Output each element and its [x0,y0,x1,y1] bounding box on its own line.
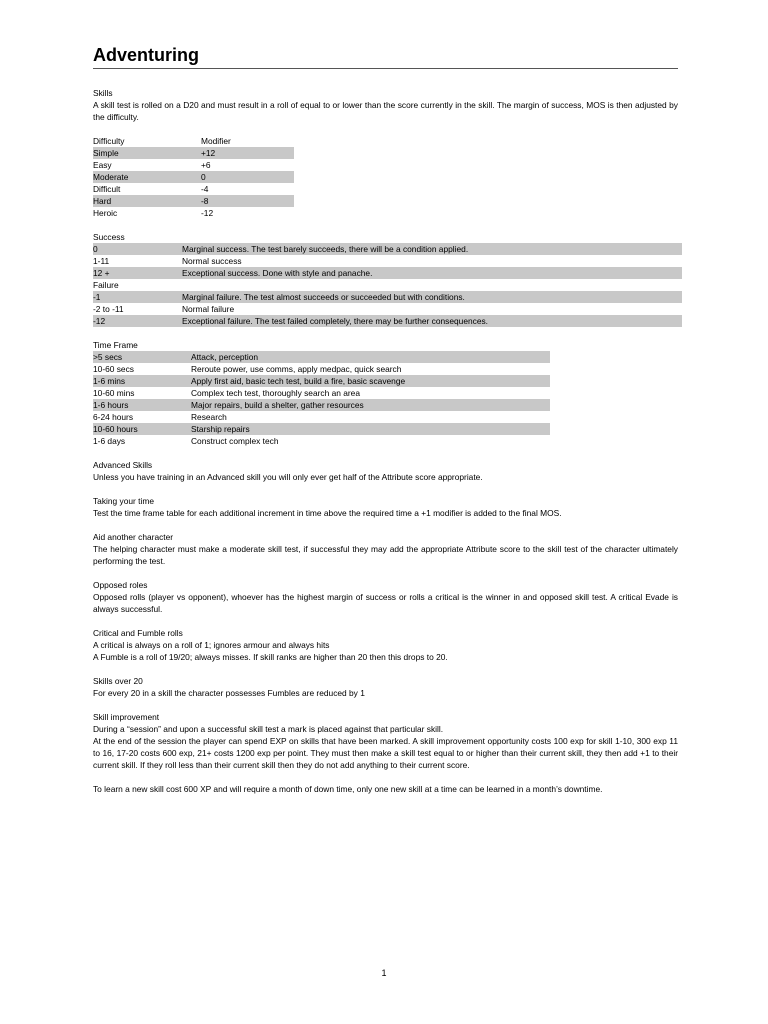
table-row [93,267,682,279]
duration-cell: 6-24 hours [93,412,134,422]
opposed-roles-heading: Opposed roles [93,580,148,590]
result-cell: 1-11 [93,256,110,266]
activity-cell: Research [191,412,227,422]
description-cell: Exceptional failure. The test failed completely, there may be further consequences. [182,315,682,327]
difficulty-cell: Moderate [93,171,201,183]
page-content [93,44,678,795]
difficulty-cell: Easy [93,160,112,170]
failure-table [93,291,682,327]
table-row [93,183,294,195]
difficulty-cell: Hard [93,195,201,207]
difficulty-table-header [93,135,294,147]
table-row [93,363,550,375]
taking-time-heading: Taking your time [93,496,154,506]
taking-time-text: Test the time frame table for each additional increment in time above the required time a +1 modifier is added to the final MOS. [93,508,562,518]
activity-cell: Construct complex tech [191,436,279,446]
table-row [93,291,682,303]
modifier-cell: -8 [201,195,294,207]
skill-improvement-intro: During a “session” and upon a successful skill test a mark is placed against that particular skill. [93,724,444,734]
skill-improvement-text: At the end of the session the player can spend EXP on skills that have been marked. A skill improvement opportunity costs 100 exp for skill 1-10, 300 exp 11 to 16, 17-20 costs 600 exp, 21+ costs 1200 exp per point. They must then make a skill test equal to or higher than their current skill, they then add +1 to their current skill. If they roll less than their current skill then they do not add anything to their current score. [93,736,678,770]
table-row [93,387,550,399]
difficulty-cell: Heroic [93,208,118,218]
duration-cell: 1-6 mins [93,375,191,387]
page-title: Adventuring [93,44,678,69]
modifier-cell: -12 [201,208,214,218]
skills-over-20-text: For every 20 in a skill the character possesses Fumbles are reduced by 1 [93,688,365,698]
time-frame-table [93,351,550,447]
skill-improvement-heading: Skill improvement [93,712,160,722]
skills-heading: Skills [93,88,113,98]
result-cell: -12 [93,315,182,327]
modifier-cell: +6 [201,160,211,170]
table-row [93,255,682,267]
result-cell: -1 [93,291,182,303]
table-row [93,207,294,219]
table-row [93,399,550,411]
modifier-column-header: Modifier [201,136,231,146]
failure-heading: Failure [93,280,119,290]
result-cell: 12 + [93,267,182,279]
skills-text: A skill test is rolled on a D20 and must result in a roll of equal to or lower than the score currently in the skill. The margin of success, MOS is then adjusted by the difficulty. [93,100,678,122]
result-cell: -2 to -11 [93,304,124,314]
time-frame-heading: Time Frame [93,340,138,350]
aid-another-text: The helping character must make a moderate skill test, if successful they may add the appropriate Attribute score to the skill test of the character ultimately performing the test. [93,544,678,566]
table-row [93,435,550,447]
advanced-skills-heading: Advanced Skills [93,460,153,470]
fumble-text: A Fumble is a roll of 19/20; always misses. If skill ranks are higher than 20 then this drops to 20. [93,652,448,662]
success-heading: Success [93,232,125,242]
activity-cell: Major repairs, build a shelter, gather resources [191,399,550,411]
table-row [93,195,294,207]
table-row [93,303,682,315]
table-row [93,411,550,423]
activity-cell: Reroute power, use comms, apply medpac, quick search [191,364,402,374]
difficulty-cell: Simple [93,147,201,159]
duration-cell: 10-60 mins [93,388,135,398]
opposed-roles-text: Opposed rolls (player vs opponent), whoever has the highest margin of success or rolls a critical is the winner in and opposed skill test. A critical Evade is always successful. [93,592,678,614]
difficulty-column-header: Difficulty [93,136,125,146]
modifier-cell: -4 [201,184,209,194]
activity-cell: Starship repairs [191,423,550,435]
description-cell: Marginal failure. The test almost succeeds or succeeded but with conditions. [182,291,682,303]
table-row [93,315,682,327]
aid-another-heading: Aid another character [93,532,174,542]
description-cell: Normal failure [182,304,235,314]
table-row [93,351,550,363]
skills-over-20-heading: Skills over 20 [93,676,143,686]
activity-cell: Attack, perception [191,351,550,363]
duration-cell: 1-6 hours [93,399,191,411]
table-row [93,159,294,171]
difficulty-cell: Difficult [93,184,121,194]
table-row [93,171,294,183]
modifier-cell: +12 [201,147,294,159]
table-row [93,375,550,387]
modifier-cell: 0 [201,171,294,183]
duration-cell: 1-6 days [93,436,126,446]
critical-text: A critical is always on a roll of 1; ignores armour and always hits [93,640,330,650]
activity-cell: Apply first aid, basic tech test, build a fire, basic scavenge [191,375,550,387]
advanced-skills-text: Unless you have training in an Advanced skill you will only ever get half of the Attribute score appropriate. [93,472,483,482]
table-row [93,423,550,435]
description-cell: Exceptional success. Done with style and panache. [182,267,682,279]
result-cell: 0 [93,243,182,255]
duration-cell: 10-60 hours [93,423,191,435]
page-number: 1 [381,968,387,978]
duration-cell: >5 secs [93,351,191,363]
table-row [93,243,682,255]
description-cell: Marginal success. The test barely succeeds, there will be a condition applied. [182,243,682,255]
difficulty-table [93,135,294,219]
success-table [93,243,682,279]
activity-cell: Complex tech test, thoroughly search an area [191,388,360,398]
critical-fumble-heading: Critical and Fumble rolls [93,628,183,638]
new-skill-text: To learn a new skill cost 600 XP and will require a month of down time, only one new skill at a time can be learned in a month’s downtime. [93,784,603,794]
description-cell: Normal success [182,256,242,266]
table-row [93,147,294,159]
duration-cell: 10-60 secs [93,364,134,374]
